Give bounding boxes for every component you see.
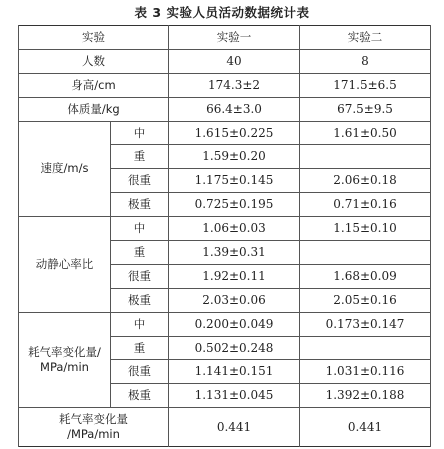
table-row (19, 121, 431, 145)
row-label: 体质量/kg (19, 97, 169, 121)
cell-exp1: 1.615±0.225 (169, 121, 300, 145)
cell-exp1: 1.141±0.151 (169, 360, 300, 384)
cell-exp2: 2.05±0.16 (300, 288, 431, 312)
cell-exp1: 66.4±3.0 (169, 97, 300, 121)
table-row (19, 97, 431, 121)
level-cell: 中 (111, 121, 169, 145)
cell-exp1: 2.03±0.06 (169, 288, 300, 312)
table-row (19, 312, 431, 336)
level-cell: 极重 (111, 384, 169, 408)
group-label-heart-rate: 动静心率比 (19, 217, 111, 313)
level-cell: 重 (111, 336, 169, 360)
summary-label-line2: /MPa/min (67, 427, 120, 442)
table-row (19, 49, 431, 73)
row-label: 身高/cm (19, 73, 169, 97)
group-label-gas-rate (19, 312, 111, 408)
summary-label-line1: 耗气率变化量 (59, 412, 128, 427)
header-cell-exp1: 实验一 (169, 26, 300, 50)
level-cell: 重 (111, 145, 169, 169)
level-cell: 很重 (111, 360, 169, 384)
level-cell: 中 (111, 312, 169, 336)
header-cell-exp2: 实验二 (300, 26, 431, 50)
level-cell: 很重 (111, 264, 169, 288)
cell-exp2: 171.5±6.5 (300, 73, 431, 97)
cell-exp2: 67.5±9.5 (300, 97, 431, 121)
cell-exp1: 174.3±2 (169, 73, 300, 97)
group-label-speed: 速度/m/s (19, 121, 111, 217)
group-label-line2: MPa/min (40, 359, 89, 374)
header-row (19, 26, 431, 50)
table-row-summary (19, 408, 431, 447)
level-cell: 很重 (111, 169, 169, 193)
cell-exp1: 1.06±0.03 (169, 217, 300, 241)
level-cell: 中 (111, 217, 169, 241)
header-cell-experiment: 实验 (19, 26, 169, 50)
level-cell: 极重 (111, 193, 169, 217)
cell-exp1: 0.725±0.195 (169, 193, 300, 217)
cell-exp2: 1.68±0.09 (300, 264, 431, 288)
cell-exp2: 0.173±0.147 (300, 312, 431, 336)
cell-exp1: 40 (169, 49, 300, 73)
cell-exp1: 0.441 (169, 408, 300, 447)
row-label: 人数 (19, 49, 169, 73)
data-table (18, 25, 431, 447)
level-cell: 重 (111, 241, 169, 265)
cell-exp1: 1.59±0.20 (169, 145, 300, 169)
cell-exp2: 0.441 (300, 408, 431, 447)
cell-exp1: 0.200±0.049 (169, 312, 300, 336)
table-title: 表 3 实验人员活动数据统计表 (134, 5, 310, 20)
cell-exp1: 1.175±0.145 (169, 169, 300, 193)
cell-exp2: 1.61±0.50 (300, 121, 431, 145)
summary-label (19, 408, 169, 447)
cell-exp2: 1.392±0.188 (300, 384, 431, 408)
table-row (19, 73, 431, 97)
group-label-line1: 耗气率变化量/ (28, 344, 101, 359)
cell-exp2 (300, 145, 431, 169)
cell-exp1: 1.39±0.31 (169, 241, 300, 265)
cell-exp2: 1.15±0.10 (300, 217, 431, 241)
cell-exp2 (300, 241, 431, 265)
cell-exp2: 0.71±0.16 (300, 193, 431, 217)
table-row (19, 217, 431, 241)
level-cell: 极重 (111, 288, 169, 312)
cell-exp2: 2.06±0.18 (300, 169, 431, 193)
cell-exp2: 1.031±0.116 (300, 360, 431, 384)
cell-exp1: 0.502±0.248 (169, 336, 300, 360)
cell-exp1: 1.131±0.045 (169, 384, 300, 408)
cell-exp1: 1.92±0.11 (169, 264, 300, 288)
cell-exp2: 8 (300, 49, 431, 73)
cell-exp2 (300, 336, 431, 360)
